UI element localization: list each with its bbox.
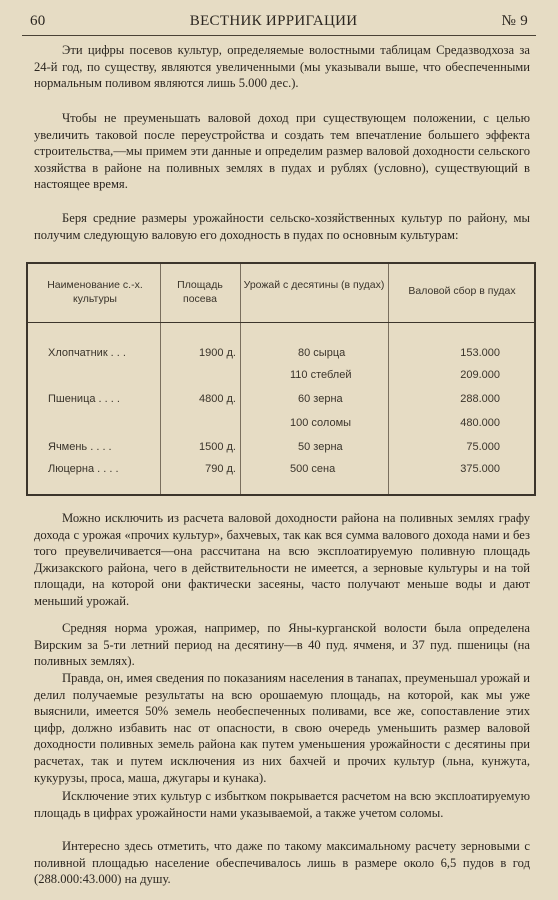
crop-yield: 80 сырца [298, 347, 346, 359]
column-header-area: Площадь посева [177, 279, 223, 305]
header-rule [22, 35, 536, 36]
column-header-gross: Валовой сбор в пудах [408, 285, 516, 297]
paragraph-6: Правда, он, имея сведения по показаниям населения в танапах, преуменьшал урожай и делил получаемые результаты на всю орошаемую площадь, на которой, как мы уже выяснили, имеется 50% земель необеспеченных поливами, все же, сопоставление этих цифр, должно избавить нас от опасности, в свою очередь уменьшить размер валовой доходности поливных земель района как путем уменьшения урожайности с десятины при расчетах, так и путем исключения из них бахчей и прочих культур (льна, кунжута, кукурузы, проса, маша, джугары и кунака). [34, 671, 530, 785]
yield-table [26, 262, 536, 496]
crop-yield: 110 стеблей [290, 369, 352, 381]
paragraph-5: Средняя норма урожая, например, по Яны-курганской волости была определена Вирским за 5-ти летний период на десятину—в 40 пуд. ячменя, и 37 пуд. пшеницы (на поливных землях). [34, 621, 530, 669]
crop-name: Пшеница . . . . [48, 393, 120, 405]
crop-area: 1900 д. [198, 347, 236, 359]
crop-yield: 500 сена [290, 463, 336, 475]
crop-area: 4800 д. [198, 393, 236, 405]
paragraph-2: Чтобы не преуменьшать валовой доход при существующем положении, с целью увеличить таковой после переустройства и создать тем впечатление большего эффекта строительства,—мы примем эти данные и определим размер валовой доходности сельского хозяйства в районе на поливных землях в пудах и рублях (условно), существующий в настоящее время. [34, 111, 530, 192]
crop-name: Ячмень . . . . [48, 441, 112, 453]
page-header [30, 10, 528, 32]
issue-number: № 9 [501, 12, 528, 29]
crop-gross: 288.000 [460, 393, 500, 405]
crop-gross: 480.000 [460, 417, 500, 429]
crop-gross: 75.000 [466, 441, 500, 453]
crop-name: Люцерна . . . . [48, 463, 119, 475]
table-divider [160, 264, 161, 494]
crop-gross: 375.000 [460, 463, 500, 475]
crop-yield: 50 зерна [298, 441, 343, 453]
page-number: 60 [30, 12, 46, 29]
column-header-crop: Наименование с.-х. культуры [47, 279, 143, 305]
paragraph-1: Эти цифры посевов культур, определяемые волостными таблицам Средазводхоза за 24-й год, по существу, являются увеличенными (мы указывали выше, что обеспеченными нормальным поливом являются лишь 5.000 дес.). [34, 43, 530, 91]
crop-area: 1500 д. [198, 441, 236, 453]
column-header-yield: Урожай с десятины (в пудах) [243, 279, 385, 291]
crop-gross: 209.000 [460, 369, 500, 381]
paragraph-8: Интересно здесь отметить, что даже по такому максимальному расчету зерновыми с поливной площадью население обеспечивалось лишь в размере около 6,5 пудов в год (288.000:43.000) на душу. [34, 839, 530, 887]
journal-title: ВЕСТНИК ИРРИГАЦИИ [189, 12, 358, 29]
crop-yield: 100 соломы [290, 417, 352, 429]
table-header-rule [28, 322, 534, 323]
crop-name: Хлопчатник . . . [48, 347, 126, 359]
table-divider [240, 264, 241, 494]
crop-yield: 60 зерна [298, 393, 343, 405]
crop-gross: 153.000 [460, 347, 500, 359]
paragraph-7: Исключение этих культур с избытком покрывается расчетом на всю эксплоатируемую площадь в цифрах урожайности нами указываемой, а также учетом соломы. [34, 789, 530, 820]
paragraph-3: Беря средние размеры урожайности сельско-хозяйственных культур по району, мы получим следующую валовую его доходность в пудах по основным культурам: [34, 211, 530, 242]
crop-area: 790 д. [205, 463, 236, 475]
paragraph-4: Можно исключить из расчета валовой доходности района на поливных землях графу дохода с урожая «прочих культур», бахчевых, так как вся сумма валового дохода нами и без того преувеличивается—она рассчитана на всю эксплоатируемую поливную площадь Джизакского района, чего в действительности не имеется, а зерновые культуры и на той площади, на которой они фактически засеяны, часто получают меньше воды и дают меньший урожай. [34, 511, 530, 608]
